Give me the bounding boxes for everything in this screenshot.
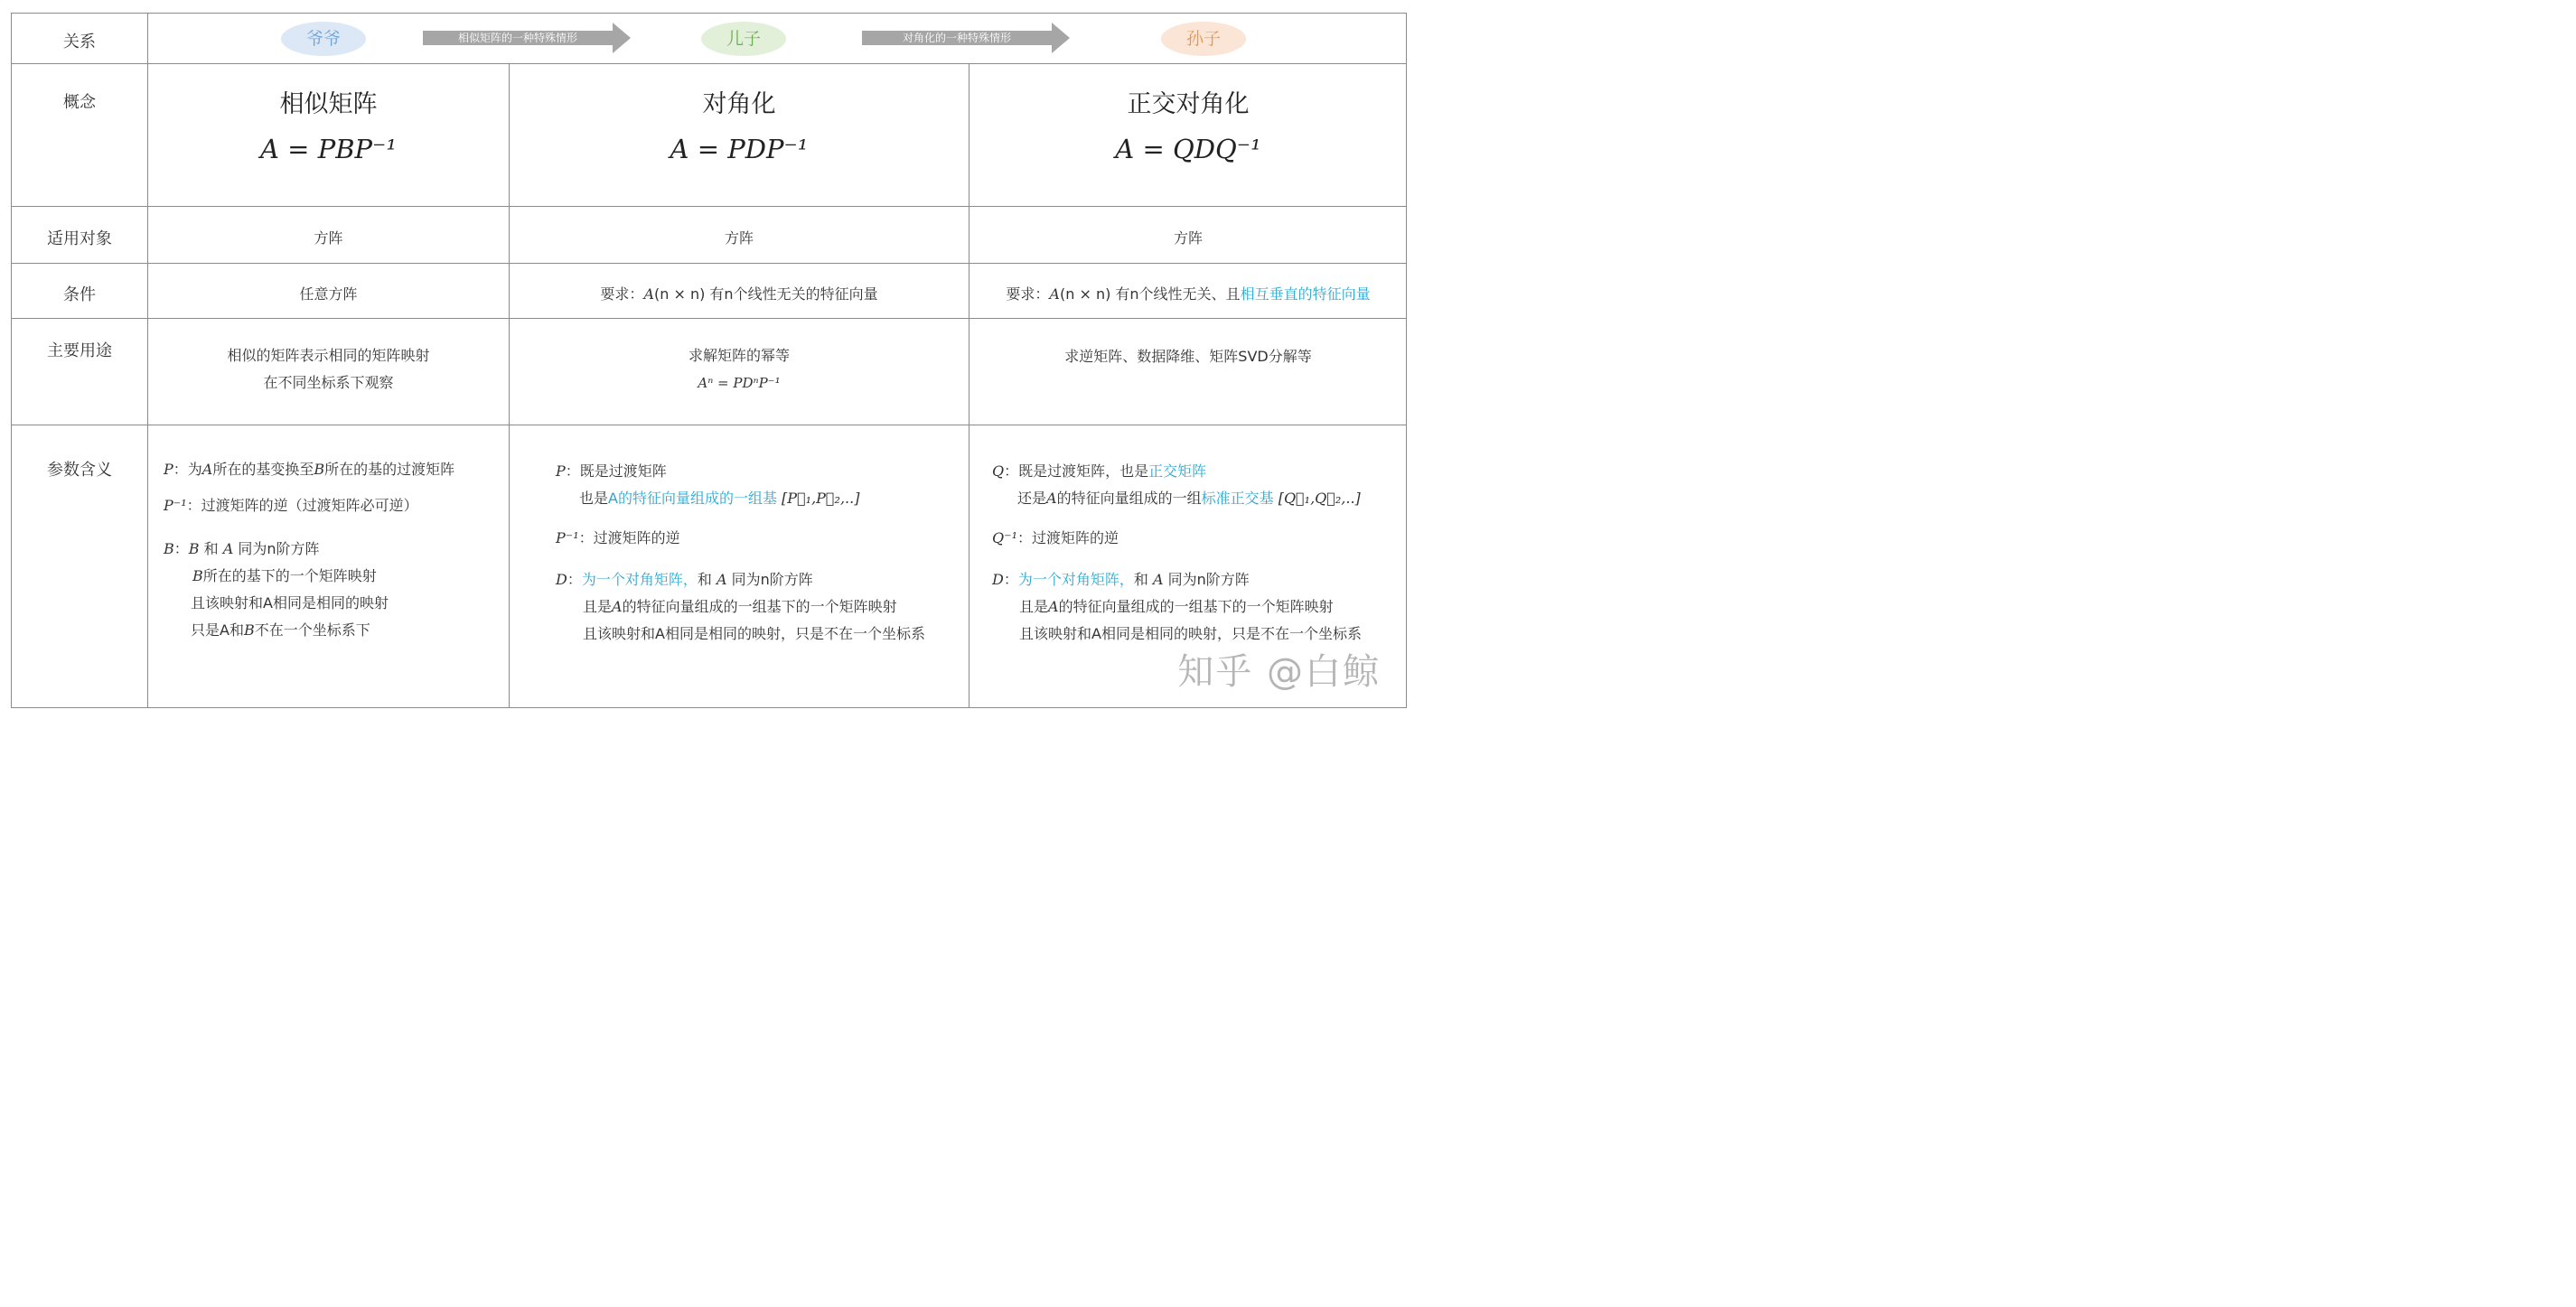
usage-diag-formula: Aⁿ = PDⁿP⁻¹: [698, 375, 781, 391]
param-q-highlight: 正交矩阵: [1148, 462, 1207, 480]
param-d-text: 和: [697, 571, 717, 588]
relation-grandson-bubble: 孙子: [1161, 22, 1246, 56]
param-b-a: A: [222, 540, 234, 557]
param-qinv-line: [992, 525, 1362, 552]
param-b-line4-text: 只是A和: [191, 621, 244, 639]
param-q-line2-symbol: A: [1046, 490, 1057, 507]
applicable-ortho: 方阵: [1173, 229, 1203, 247]
param-q-line2-highlight: 标准正交基: [1201, 490, 1274, 507]
param-b-line3: 且该映射和A相同是相同的映射: [191, 594, 389, 611]
param-d-highlight: 为一个对角矩阵，: [1017, 571, 1134, 588]
param-b-b: B: [188, 540, 200, 557]
param-p-line2: [556, 485, 925, 512]
param-b-line4: [164, 617, 454, 644]
usage-diag: [510, 342, 969, 397]
param-q-line2-text: 还是: [1017, 490, 1047, 507]
param-d-line: [992, 566, 1362, 593]
param-p-text3: 所在的基的过渡矩阵: [324, 461, 455, 478]
param-pinv-symbol: P⁻¹: [164, 497, 187, 514]
param-p-line: [164, 456, 454, 483]
param-d-line3: 且该映射和A相同是相同的映射，只是不在一个坐标系: [1019, 625, 1362, 642]
param-b-rest: 同为n阶方阵: [233, 540, 320, 557]
param-d-colon: ：: [567, 571, 582, 588]
param-b-symbol: B: [164, 540, 174, 557]
param-b-line4-symbol: B: [243, 621, 255, 639]
concept-title-similar: 相似矩阵: [279, 90, 378, 118]
condition-diag-rest: 有n个线性无关的特征向量: [705, 285, 878, 303]
concept-title-diag: 对角化: [702, 90, 776, 118]
condition-diag-size: (n × n): [654, 285, 706, 303]
param-d-line2-text: 且是: [583, 598, 613, 615]
row-divider: [12, 63, 1406, 64]
param-p-line2-text: 也是: [579, 490, 609, 507]
param-q-line: [992, 458, 1362, 485]
row-label-condition: 条件: [63, 285, 96, 304]
params-similar: [164, 456, 454, 644]
param-d-colon: ：: [1003, 571, 1018, 588]
param-p-text: ：既是过渡矩阵: [565, 462, 667, 480]
param-p-line2-vectors: [P⃗₁,P⃗₂,..]: [776, 490, 860, 507]
param-d-text2: 同为n阶方阵: [1163, 571, 1250, 588]
param-p-b-symbol: B: [314, 461, 325, 478]
param-p-line: [556, 458, 925, 485]
param-p-symbol: P: [556, 462, 566, 480]
condition-diag-symbol: A: [643, 285, 654, 303]
param-b-line4-text2: 不在一个坐标系下: [254, 621, 370, 639]
param-d-line2-symbol: A: [1048, 598, 1059, 615]
relation-arrow-1-label: 相似矩阵的一种特殊情形: [457, 32, 577, 44]
param-d-text2: 同为n阶方阵: [726, 571, 813, 588]
param-q-text: ：既是过渡矩阵，也是: [1004, 462, 1149, 480]
condition-ortho-size: (n × n): [1059, 285, 1111, 303]
row-label-usage: 主要用途: [47, 341, 112, 360]
usage-similar: [148, 342, 509, 397]
condition-ortho-highlight: 相互垂直的特征向量: [1240, 285, 1371, 303]
param-b-line2: [164, 563, 454, 590]
param-d-line2-text2: 的特征向量组成的一组基下的一个矩阵映射: [622, 598, 897, 615]
param-pinv-line: [164, 492, 454, 519]
param-p-text: ：为: [173, 461, 202, 478]
relation-grandpa-bubble: 爷爷: [281, 22, 366, 56]
row-divider: [12, 206, 1406, 207]
condition-ortho: [970, 283, 1407, 303]
param-pinv-symbol: P⁻¹: [556, 529, 579, 546]
param-d-line2-text: 且是: [1019, 598, 1049, 615]
param-d-text: 和: [1133, 571, 1153, 588]
param-d-line2: [992, 593, 1362, 621]
param-q-line2-text2: 的特征向量组成的一组: [1056, 490, 1202, 507]
watermark: 知乎 @白鲸: [1177, 651, 1381, 693]
param-pinv-text: ：过渡矩阵的逆（过渡矩阵必可逆）: [186, 497, 418, 514]
usage-similar-line2: 在不同坐标系下观察: [263, 374, 394, 391]
param-d-highlight: 为一个对角矩阵，: [581, 571, 698, 588]
usage-ortho: 求逆矩阵、数据降维、矩阵SVD分解等: [1064, 348, 1312, 365]
condition-similar: 任意方阵: [299, 285, 358, 303]
params-ortho: [992, 458, 1362, 648]
row-label-applicable: 适用对象: [47, 229, 112, 248]
condition-ortho-rest: 有n个线性无关、且: [1110, 285, 1241, 303]
concept-formula-diag: A = PDP⁻¹: [670, 134, 809, 164]
param-q-line2-vectors: [Q⃗₁,Q⃗₂,..]: [1273, 490, 1361, 507]
param-b-and: 和: [199, 540, 223, 557]
param-d-line: [556, 566, 925, 593]
param-qinv-symbol: Q⁻¹: [992, 529, 1017, 546]
param-b-colon: ：: [173, 540, 189, 557]
row-divider: [12, 318, 1406, 319]
row-divider: [12, 263, 1406, 264]
param-d-line2-text2: 的特征向量组成的一组基下的一个矩阵映射: [1058, 598, 1334, 615]
comparison-table: [11, 13, 1407, 708]
param-p-symbol: P: [164, 461, 173, 478]
param-pinv-text: ：过渡矩阵的逆: [578, 529, 680, 546]
concept-formula-ortho: A = QDQ⁻¹: [1115, 134, 1261, 164]
param-q-symbol: Q: [992, 462, 1005, 480]
param-p-line2-highlight: A的特征向量组成的一组基: [608, 490, 777, 507]
relation-son-bubble: 儿子: [701, 22, 786, 56]
param-q-line2: [992, 485, 1362, 512]
param-d-a-symbol: A: [716, 571, 727, 588]
param-b-line2-text: 所在的基下的一个矩阵映射: [202, 567, 377, 584]
condition-ortho-symbol: A: [1049, 285, 1060, 303]
param-p-a-symbol: A: [201, 461, 213, 478]
param-d-symbol: D: [992, 571, 1004, 588]
applicable-similar: 方阵: [314, 229, 343, 247]
params-diag: [556, 458, 925, 648]
condition-ortho-prefix: 要求：: [1006, 285, 1050, 303]
param-qinv-text: ：过渡矩阵的逆: [1016, 529, 1119, 546]
concept-title-ortho: 正交对角化: [1127, 90, 1250, 118]
condition-diag: [510, 283, 969, 303]
param-d-line2-symbol: A: [612, 598, 623, 615]
param-d-symbol: D: [556, 571, 567, 588]
row-label-concept: 概念: [63, 93, 96, 112]
relation-arrow-2-label: 对角化的一种特殊情形: [902, 32, 1011, 44]
concept-formula-similar: A = PBP⁻¹: [260, 134, 397, 164]
param-pinv-line: [556, 525, 925, 552]
param-b-line: [164, 536, 454, 563]
row-label-params: 参数含义: [47, 461, 112, 480]
usage-diag-line1: 求解矩阵的幂等: [688, 347, 790, 364]
param-d-line3: 且该映射和A相同是相同的映射，只是不在一个坐标系: [583, 625, 925, 642]
applicable-diag: 方阵: [724, 229, 754, 247]
row-label-relation: 关系: [63, 33, 96, 51]
condition-diag-prefix: 要求：: [600, 285, 644, 303]
param-p-text2: 所在的基变换至: [212, 461, 314, 478]
usage-similar-line1: 相似的矩阵表示相同的矩阵映射: [227, 347, 430, 364]
param-d-a-symbol: A: [1152, 571, 1164, 588]
param-d-line2: [556, 593, 925, 621]
param-b-line2-symbol: B: [192, 567, 203, 584]
